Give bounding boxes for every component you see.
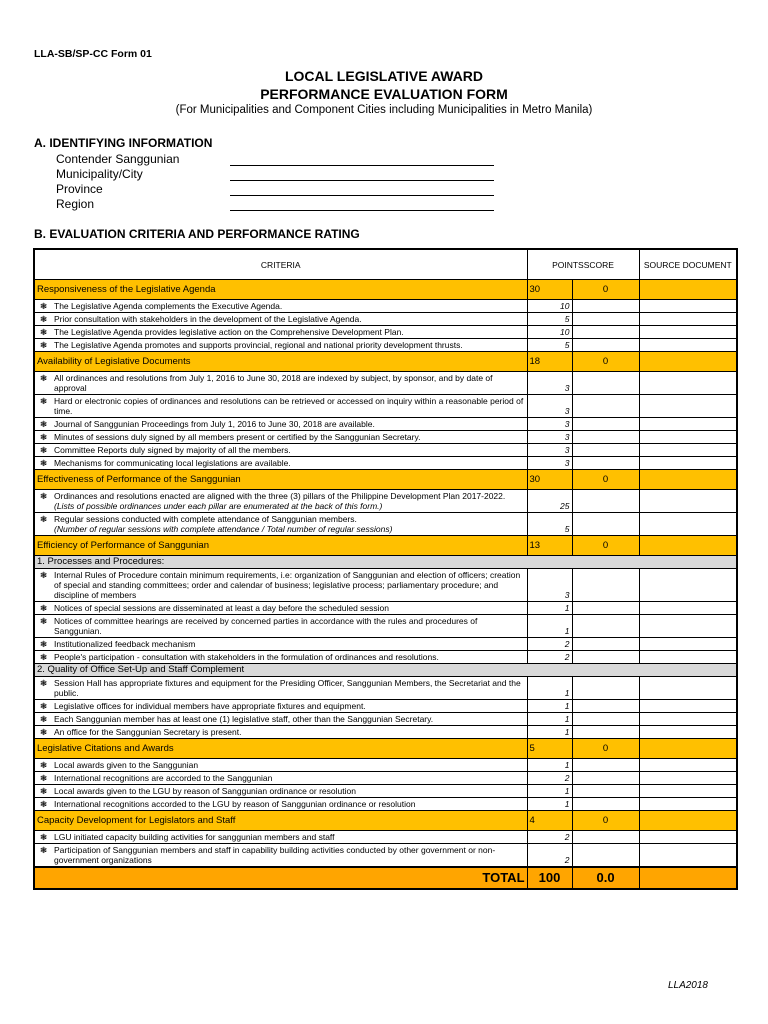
- form-title-line2: PERFORMANCE EVALUATION FORM: [260, 86, 508, 102]
- item-points: 5: [527, 339, 572, 352]
- item-score-cell[interactable]: [572, 326, 639, 339]
- item-source-cell[interactable]: [639, 844, 737, 868]
- criteria-text-cell: [52, 444, 527, 457]
- criteria-header: CRITERIA: [34, 249, 527, 280]
- footer-code: LLA2018: [667, 980, 708, 991]
- criteria-text-cell: [52, 677, 527, 700]
- criteria-text: Journal of Sanggunian Proceedings from July 1, 2016 to June 30, 2018 are available.: [54, 419, 375, 429]
- criteria-text-cell: [52, 713, 527, 726]
- form-subtitle: (For Municipalities and Component Cities including Municipalities in Metro Manila): [175, 104, 593, 116]
- criteria-item-row: [34, 713, 737, 726]
- category-score: 0: [572, 739, 639, 759]
- item-source-cell[interactable]: [639, 713, 737, 726]
- category-score: 0: [572, 536, 639, 556]
- criteria-item-row: [34, 638, 737, 651]
- item-points: 2: [527, 651, 572, 664]
- item-score-cell[interactable]: [572, 713, 639, 726]
- criteria-item-row: [34, 602, 737, 615]
- category-score: 0: [572, 811, 639, 831]
- flower-bullet-icon: ❃: [34, 490, 52, 513]
- criteria-item-row: [34, 418, 737, 431]
- item-source-cell[interactable]: [639, 726, 737, 739]
- item-score-cell[interactable]: [572, 726, 639, 739]
- id-field-row: [56, 151, 496, 166]
- item-points: 1: [527, 785, 572, 798]
- criteria-text-cell: [52, 431, 527, 444]
- category-row: [34, 811, 737, 831]
- criteria-text-cell: [52, 700, 527, 713]
- item-points: 10: [527, 326, 572, 339]
- flower-bullet-icon: ❃: [34, 326, 52, 339]
- criteria-text: Internal Rules of Procedure contain minimum requirements, i.e: organization of Sanggunian and election of officers; creation of special and standing committees; order and calendar of business; legislative process; parliamentary procedure; and discipline of members: [54, 570, 521, 600]
- item-score-cell[interactable]: [572, 490, 639, 513]
- flower-bullet-icon: ❃: [34, 513, 52, 536]
- flower-bullet-icon: ❃: [34, 313, 52, 326]
- item-points: 1: [527, 726, 572, 739]
- item-points: 3: [527, 372, 572, 395]
- criteria-item-row: [34, 513, 737, 536]
- item-source-cell[interactable]: [639, 615, 737, 638]
- criteria-text: Session Hall has appropriate fixtures and equipment for the Presiding Officer, Sanggunian Members, the Secretariat and the public.: [54, 678, 521, 698]
- item-score-cell[interactable]: [572, 418, 639, 431]
- item-points: 2: [527, 844, 572, 868]
- criteria-item-row: [34, 431, 737, 444]
- criteria-text: An office for the Sanggunian Secretary is present.: [54, 727, 242, 737]
- item-score-cell[interactable]: [572, 300, 639, 313]
- flower-bullet-icon: ❃: [34, 798, 52, 811]
- flower-bullet-icon: ❃: [34, 615, 52, 638]
- criteria-text-cell: [52, 339, 527, 352]
- criteria-item-row: [34, 300, 737, 313]
- criteria-item-row: [34, 615, 737, 638]
- criteria-item-row: [34, 457, 737, 470]
- flower-bullet-icon: ❃: [34, 677, 52, 700]
- item-source-cell[interactable]: [639, 444, 737, 457]
- criteria-text-cell: [52, 372, 527, 395]
- item-score-cell[interactable]: [572, 372, 639, 395]
- criteria-note: (Lists of possible ordinances under each pillar are enumerated at the back of this form.): [54, 501, 383, 511]
- total-points: 100: [527, 867, 572, 889]
- item-source-cell[interactable]: [639, 372, 737, 395]
- flower-bullet-icon: ❃: [34, 602, 52, 615]
- flower-bullet-icon: ❃: [34, 569, 52, 602]
- criteria-text: Notices of committee hearings are received by concerned parties in accordance with the rules and procedures of Sanggunian.: [54, 616, 478, 636]
- subgroup-row: [34, 556, 737, 569]
- total-row: [34, 867, 737, 889]
- item-points: 1: [527, 759, 572, 772]
- item-source-cell[interactable]: [639, 300, 737, 313]
- category-name: Responsiveness of the Legislative Agenda: [34, 280, 527, 300]
- flower-bullet-icon: ❃: [34, 785, 52, 798]
- id-field-row: [56, 166, 496, 181]
- flower-bullet-icon: ❃: [34, 418, 52, 431]
- subgroup-label: 2. Quality of Office Set-Up and Staff Complement: [34, 664, 737, 677]
- source-document-header: SOURCE DOCUMENT: [639, 249, 737, 280]
- item-points: 1: [527, 798, 572, 811]
- contender-label: Contender Sanggunian: [56, 152, 180, 166]
- item-score-cell[interactable]: [572, 651, 639, 664]
- flower-bullet-icon: ❃: [34, 831, 52, 844]
- criteria-item-row: [34, 759, 737, 772]
- identifying-fields: [56, 151, 496, 211]
- flower-bullet-icon: ❃: [34, 457, 52, 470]
- criteria-text-cell: [52, 772, 527, 785]
- criteria-text-cell: [52, 300, 527, 313]
- criteria-item-row: [34, 313, 737, 326]
- criteria-text-cell: [52, 513, 527, 536]
- form-title: LOCAL LEGISLATIVE AWARD: [284, 68, 484, 84]
- item-score-cell[interactable]: [572, 602, 639, 615]
- item-source-cell[interactable]: [639, 831, 737, 844]
- item-score-cell[interactable]: [572, 785, 639, 798]
- category-source-cell: [639, 470, 737, 490]
- item-score-cell[interactable]: [572, 759, 639, 772]
- item-points: 1: [527, 615, 572, 638]
- item-source-cell[interactable]: [639, 759, 737, 772]
- category-points: 4: [527, 811, 572, 831]
- category-points: 18: [527, 352, 572, 372]
- form-code: LLA-SB/SP-CC Form 01: [34, 48, 152, 60]
- criteria-text: Local awards given to the Sanggunian: [54, 760, 199, 770]
- item-score-cell[interactable]: [572, 844, 639, 868]
- item-points: 3: [527, 395, 572, 418]
- item-score-cell[interactable]: [572, 677, 639, 700]
- item-points: 3: [527, 418, 572, 431]
- criteria-text: Hard or electronic copies of ordinances and resolutions can be retrieved or accessed on inquiry within a reasonable period of time.: [54, 396, 524, 416]
- criteria-item-row: [34, 651, 737, 664]
- criteria-item-row: [34, 339, 737, 352]
- criteria-text: LGU initiated capacity building activities for sanggunian members and staff: [54, 832, 335, 842]
- criteria-note: (Number of regular sessions with complete attendance / Total number of regular sessions): [54, 524, 393, 534]
- flower-bullet-icon: ❃: [34, 339, 52, 352]
- flower-bullet-icon: ❃: [34, 713, 52, 726]
- criteria-text: Ordinances and resolutions enacted are aligned with the three (3) pillars of the Philippine Development Plan 2017-2022.: [54, 491, 506, 501]
- item-points: 1: [527, 700, 572, 713]
- province-label: Province: [56, 182, 103, 196]
- criteria-text-cell: [52, 313, 527, 326]
- criteria-text: The Legislative Agenda promotes and supports provincial, regional and national priority development thrusts.: [54, 340, 463, 350]
- item-score-cell[interactable]: [572, 395, 639, 418]
- item-source-cell[interactable]: [639, 700, 737, 713]
- category-row: [34, 739, 737, 759]
- category-name: Effectiveness of Performance of the Sanggunian: [34, 470, 527, 490]
- criteria-text: Committee Reports duly signed by majority of all the members.: [54, 445, 291, 455]
- criteria-text-cell: [52, 726, 527, 739]
- criteria-text-cell: [52, 569, 527, 602]
- province-blank-line[interactable]: [230, 183, 494, 196]
- item-source-cell[interactable]: [639, 651, 737, 664]
- criteria-text-cell: [52, 602, 527, 615]
- id-field-row: [56, 196, 496, 211]
- item-source-cell[interactable]: [639, 677, 737, 700]
- category-points: 30: [527, 470, 572, 490]
- criteria-item-row: [34, 798, 737, 811]
- criteria-text: The Legislative Agenda provides legislative action on the Comprehensive Development Plan.: [54, 327, 404, 337]
- evaluation-table: [33, 248, 738, 890]
- item-points: 3: [527, 569, 572, 602]
- category-points: 13: [527, 536, 572, 556]
- contender-blank-line[interactable]: [230, 153, 494, 166]
- item-source-cell[interactable]: [639, 569, 737, 602]
- criteria-text-cell: [52, 418, 527, 431]
- criteria-text-cell: [52, 798, 527, 811]
- category-source-cell: [639, 280, 737, 300]
- total-score: 0.0: [572, 867, 639, 889]
- item-score-cell[interactable]: [572, 431, 639, 444]
- criteria-item-row: [34, 490, 737, 513]
- item-points: 5: [527, 513, 572, 536]
- criteria-item-row: [34, 726, 737, 739]
- criteria-text: International recognitions are accorded to the Sanggunian: [54, 773, 273, 783]
- item-source-cell[interactable]: [639, 785, 737, 798]
- item-source-cell[interactable]: [639, 431, 737, 444]
- criteria-text-cell: [52, 785, 527, 798]
- category-row: [34, 536, 737, 556]
- item-points: 25: [527, 490, 572, 513]
- item-source-cell[interactable]: [639, 326, 737, 339]
- subgroup-row: [34, 664, 737, 677]
- flower-bullet-icon: ❃: [34, 638, 52, 651]
- category-source-cell: [639, 352, 737, 372]
- subgroup-label: 1. Processes and Procedures:: [34, 556, 737, 569]
- category-row: [34, 280, 737, 300]
- category-points: 30: [527, 280, 572, 300]
- criteria-text-cell: [52, 759, 527, 772]
- flower-bullet-icon: ❃: [34, 372, 52, 395]
- category-name: Availability of Legislative Documents: [34, 352, 527, 372]
- criteria-text: Prior consultation with stakeholders in the development of the Legislative Agenda.: [54, 314, 362, 324]
- item-score-cell[interactable]: [572, 444, 639, 457]
- points-header: POINTS: [552, 259, 584, 270]
- item-score-cell[interactable]: [572, 615, 639, 638]
- category-row: [34, 352, 737, 372]
- flower-bullet-icon: ❃: [34, 431, 52, 444]
- item-source-cell[interactable]: [639, 513, 737, 536]
- category-source-cell: [639, 739, 737, 759]
- category-score: 0: [572, 470, 639, 490]
- municipality-blank-line[interactable]: [230, 168, 494, 181]
- flower-bullet-icon: ❃: [34, 444, 52, 457]
- item-points: 5: [527, 313, 572, 326]
- item-source-cell[interactable]: [639, 418, 737, 431]
- item-source-cell[interactable]: [639, 339, 737, 352]
- region-blank-line[interactable]: [230, 198, 494, 211]
- item-score-cell[interactable]: [572, 700, 639, 713]
- section-a-heading: A. IDENTIFYING INFORMATION: [34, 136, 213, 150]
- section-b-heading: B. EVALUATION CRITERIA AND PERFORMANCE RATING: [34, 227, 360, 241]
- item-points: 1: [527, 713, 572, 726]
- item-score-cell[interactable]: [572, 339, 639, 352]
- criteria-text-cell: [52, 844, 527, 868]
- points-score-header: [527, 249, 639, 280]
- criteria-text-cell: [52, 326, 527, 339]
- id-field-row: [56, 181, 496, 196]
- criteria-text: People's participation - consultation with stakeholders in the formulation of ordinances and resolutions.: [54, 652, 439, 662]
- item-score-cell[interactable]: [572, 569, 639, 602]
- item-score-cell[interactable]: [572, 798, 639, 811]
- flower-bullet-icon: ❃: [34, 772, 52, 785]
- flower-bullet-icon: ❃: [34, 759, 52, 772]
- item-points: 1: [527, 602, 572, 615]
- item-points: 2: [527, 638, 572, 651]
- criteria-item-row: [34, 395, 737, 418]
- criteria-item-row: [34, 772, 737, 785]
- item-points: 2: [527, 831, 572, 844]
- category-source-cell: [639, 811, 737, 831]
- criteria-text: Notices of special sessions are disseminated at least a day before the scheduled session: [54, 603, 389, 613]
- municipality-label: Municipality/City: [56, 167, 143, 181]
- criteria-item-row: [34, 677, 737, 700]
- criteria-text: Legislative offices for individual members have appropriate fixtures and equipment.: [54, 701, 366, 711]
- criteria-item-row: [34, 372, 737, 395]
- criteria-text: Each Sanggunian member has at least one (1) legislative staff, other than the Sanggunian Secretary.: [54, 714, 434, 724]
- item-score-cell[interactable]: [572, 638, 639, 651]
- item-points: 3: [527, 431, 572, 444]
- criteria-text-cell: [52, 615, 527, 638]
- category-name: Efficiency of Performance of Sanggunian: [34, 536, 527, 556]
- criteria-item-row: [34, 444, 737, 457]
- item-score-cell[interactable]: [572, 831, 639, 844]
- total-source-cell: [639, 867, 737, 889]
- item-source-cell[interactable]: [639, 457, 737, 470]
- score-header: SCORE: [583, 259, 614, 270]
- criteria-item-row: [34, 326, 737, 339]
- criteria-text-cell: [52, 638, 527, 651]
- item-source-cell[interactable]: [639, 490, 737, 513]
- item-points: 2: [527, 772, 572, 785]
- criteria-text-cell: [52, 490, 527, 513]
- item-source-cell[interactable]: [639, 395, 737, 418]
- criteria-text-cell: [52, 831, 527, 844]
- item-score-cell[interactable]: [572, 772, 639, 785]
- item-score-cell[interactable]: [572, 457, 639, 470]
- flower-bullet-icon: ❃: [34, 300, 52, 313]
- criteria-text-cell: [52, 395, 527, 418]
- flower-bullet-icon: ❃: [34, 395, 52, 418]
- item-source-cell[interactable]: [639, 313, 737, 326]
- item-points: 3: [527, 444, 572, 457]
- category-row: [34, 470, 737, 490]
- criteria-item-row: [34, 569, 737, 602]
- item-points: 10: [527, 300, 572, 313]
- item-source-cell[interactable]: [639, 602, 737, 615]
- criteria-text: The Legislative Agenda complements the Executive Agenda.: [54, 301, 283, 311]
- flower-bullet-icon: ❃: [34, 700, 52, 713]
- criteria-text: All ordinances and resolutions from July 1, 2016 to June 30, 2018 are indexed by subject, by sponsor, and by date of approval: [54, 373, 493, 393]
- category-name: Capacity Development for Legislators and Staff: [34, 811, 527, 831]
- criteria-text: Regular sessions conducted with complete attendance of Sanggunian members.: [54, 514, 357, 524]
- criteria-text-cell: [52, 457, 527, 470]
- criteria-text: International recognitions accorded to the LGU by reason of Sanggunian ordinance or resolution: [54, 799, 416, 809]
- item-source-cell[interactable]: [639, 798, 737, 811]
- item-score-cell[interactable]: [572, 513, 639, 536]
- item-points: 1: [527, 677, 572, 700]
- total-label: TOTAL: [34, 867, 527, 889]
- criteria-text-cell: [52, 651, 527, 664]
- table-header-row: [34, 249, 737, 280]
- criteria-item-row: [34, 831, 737, 844]
- item-points: 3: [527, 457, 572, 470]
- criteria-text: Local awards given to the LGU by reason of Sanggunian ordinance or resolution: [54, 786, 356, 796]
- item-score-cell[interactable]: [572, 313, 639, 326]
- category-score: 0: [572, 280, 639, 300]
- flower-bullet-icon: ❃: [34, 844, 52, 868]
- category-points: 5: [527, 739, 572, 759]
- item-source-cell[interactable]: [639, 772, 737, 785]
- flower-bullet-icon: ❃: [34, 726, 52, 739]
- flower-bullet-icon: ❃: [34, 651, 52, 664]
- criteria-item-row: [34, 700, 737, 713]
- category-score: 0: [572, 352, 639, 372]
- criteria-text: Institutionalized feedback mechanism: [54, 639, 196, 649]
- criteria-text: Minutes of sessions duly signed by all members present or certified by the Sanggunian Secretary.: [54, 432, 421, 442]
- criteria-text: Mechanisms for communicating local legislations are available.: [54, 458, 291, 468]
- criteria-text: Participation of Sanggunian members and staff in capability building activities conducted by other government or non-government organizations: [54, 845, 496, 865]
- category-source-cell: [639, 536, 737, 556]
- region-label: Region: [56, 197, 95, 211]
- category-name: Legislative Citations and Awards: [34, 739, 527, 759]
- criteria-item-row: [34, 785, 737, 798]
- criteria-item-row: [34, 844, 737, 868]
- item-source-cell[interactable]: [639, 638, 737, 651]
